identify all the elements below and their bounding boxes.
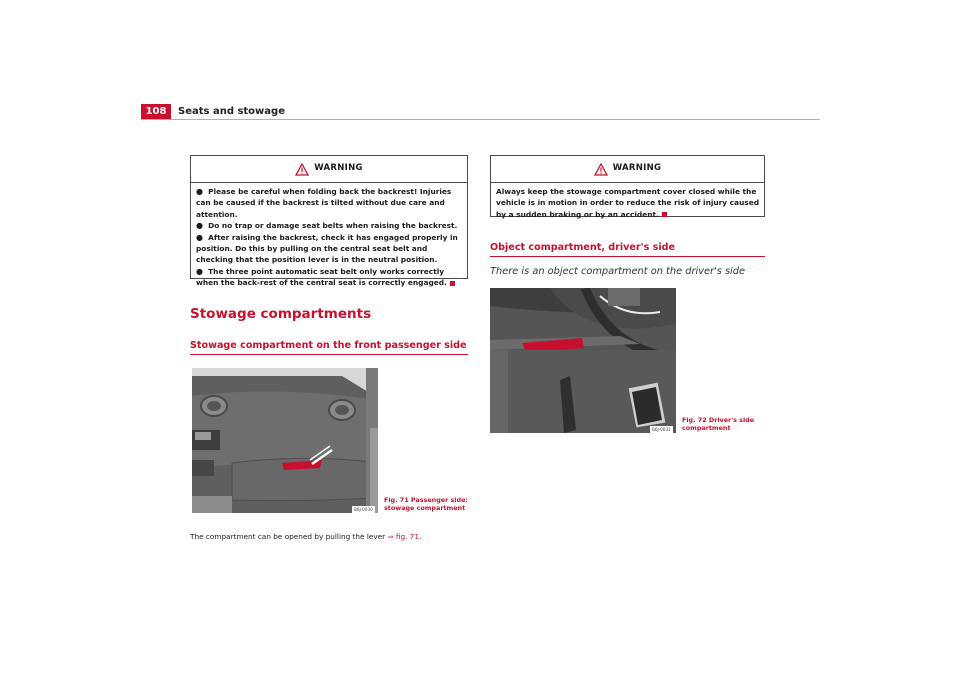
- body-text: The compartment can be opened by pulling the lever ⇒ fig. 71.: [190, 532, 422, 541]
- warning-item: ● Do no trap or damage seat belts when raising the backrest.: [196, 221, 458, 231]
- bullet-icon: ●: [196, 187, 203, 196]
- driver-heading: Object compartment, driver's side: [490, 242, 676, 253]
- passenger-heading: Stowage compartment on the front passenger side: [190, 340, 467, 351]
- warning-header: [491, 156, 764, 183]
- figure-72-caption: Fig. 72 Driver's side compartment: [682, 416, 755, 432]
- warning-label: WARNING: [612, 163, 662, 174]
- bullet-icon: ●: [196, 232, 203, 242]
- warning-triangle-icon: [295, 163, 309, 176]
- driver-side-illustration: [490, 288, 676, 433]
- end-of-section-icon: [450, 281, 455, 286]
- section-title: Seats and stowage: [178, 106, 285, 117]
- page-number: 108: [141, 104, 171, 120]
- warning-box-right: [490, 155, 765, 217]
- figure-driver-compartment: [490, 288, 676, 433]
- figure-reference-link[interactable]: ⇒ fig. 71: [387, 532, 420, 541]
- figure-71-caption: Fig. 71 Passenger side: stowage compartment: [384, 496, 468, 512]
- figure-code: B6J-0030: [354, 507, 373, 512]
- header-rule: [141, 119, 820, 120]
- bullet-icon: ●: [196, 266, 203, 276]
- warning-box-left: [190, 155, 468, 288]
- warning-header: [191, 156, 467, 183]
- bullet-icon: ●: [196, 221, 203, 231]
- warning-item: Always keep the stowage compartment cover closed while the vehicle is in motion in order to reduce the risk of injury caused by a sudden braking or by an accident.: [496, 187, 759, 219]
- driver-subtitle: There is an object compartment on the driver's side: [490, 266, 746, 277]
- figure-passenger-compartment: [192, 368, 378, 513]
- stowage-title: Stowage compartments: [190, 306, 372, 322]
- passenger-heading-rule: [190, 354, 468, 355]
- warning-item: ● The three point automatic seat belt only works correctly when the back-rest of the central seat is correctly engaged.: [196, 266, 463, 289]
- warning-label: WARNING: [314, 163, 363, 174]
- warning-item: ● After raising the backrest, check it has engaged properly in position. Do this by pulling on the central seat belt and checking that the position lever is in the neutral position.: [196, 232, 458, 265]
- warning-triangle-icon: [594, 163, 608, 176]
- end-of-section-icon: [662, 212, 667, 217]
- driver-heading-rule: [490, 256, 765, 257]
- warning-item: ● Please be careful when folding back the backrest! Injuries can be caused if the backrest is tilted without due care and attention.: [196, 187, 452, 219]
- passenger-side-illustration: [192, 368, 378, 513]
- figure-code: B6J-0031: [652, 427, 671, 432]
